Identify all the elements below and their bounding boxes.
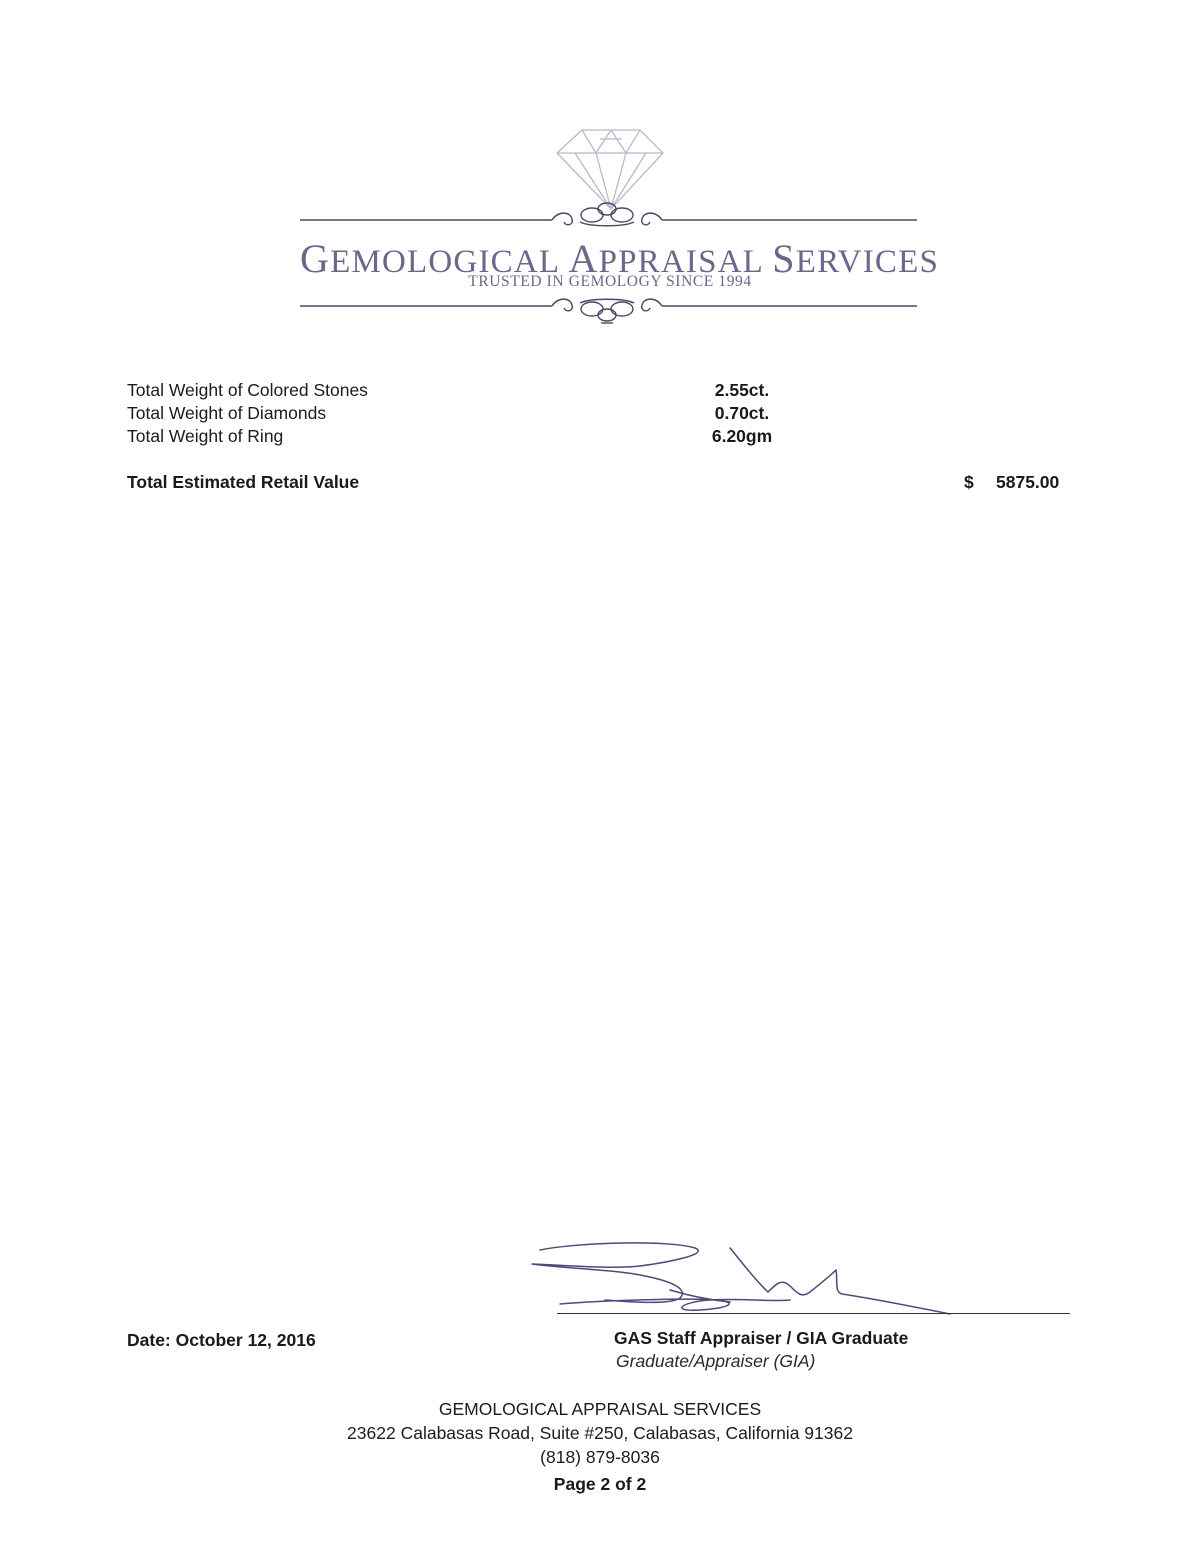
summary-label-ring: Total Weight of Ring [127, 426, 284, 446]
footer-address: 23622 Calabasas Road, Suite #250, Calabasas, California 91362 [347, 1423, 853, 1443]
summary-value-diamonds: 0.70ct. [714, 403, 770, 423]
total-value-label: Total Estimated Retail Value [127, 472, 360, 492]
appraiser-signature [520, 1240, 980, 1330]
company-name-logo: GEMOLOGICAL APPRAISAL SERVICES [300, 236, 940, 281]
summary-label-diamonds: Total Weight of Diamonds [127, 403, 327, 423]
footer-phone: (818) 879-8036 [540, 1447, 660, 1467]
total-value-amount: 5875.00 [996, 472, 1060, 492]
company-tagline: TRUSTED IN GEMOLOGY SINCE 1994 [468, 273, 752, 290]
appraiser-title: GAS Staff Appraiser / GIA Graduate [614, 1328, 909, 1348]
company-logo [300, 125, 940, 340]
diamond-icon [300, 125, 940, 340]
company-footer [0, 1397, 1200, 1469]
total-currency-symbol: $ [964, 472, 974, 492]
summary-value-colored-stones: 2.55ct. [714, 380, 770, 400]
summary-label-colored-stones: Total Weight of Colored Stones [127, 380, 368, 400]
summary-value-ring: 6.20gm [711, 426, 773, 446]
appraiser-subtitle: Graduate/Appraiser (GIA) [616, 1351, 816, 1371]
page-number: Page 2 of 2 [553, 1474, 647, 1494]
appraisal-date: Date: October 12, 2016 [127, 1330, 316, 1350]
footer-company-name: GEMOLOGICAL APPRAISAL SERVICES [438, 1399, 762, 1419]
signature-line [557, 1313, 1070, 1314]
